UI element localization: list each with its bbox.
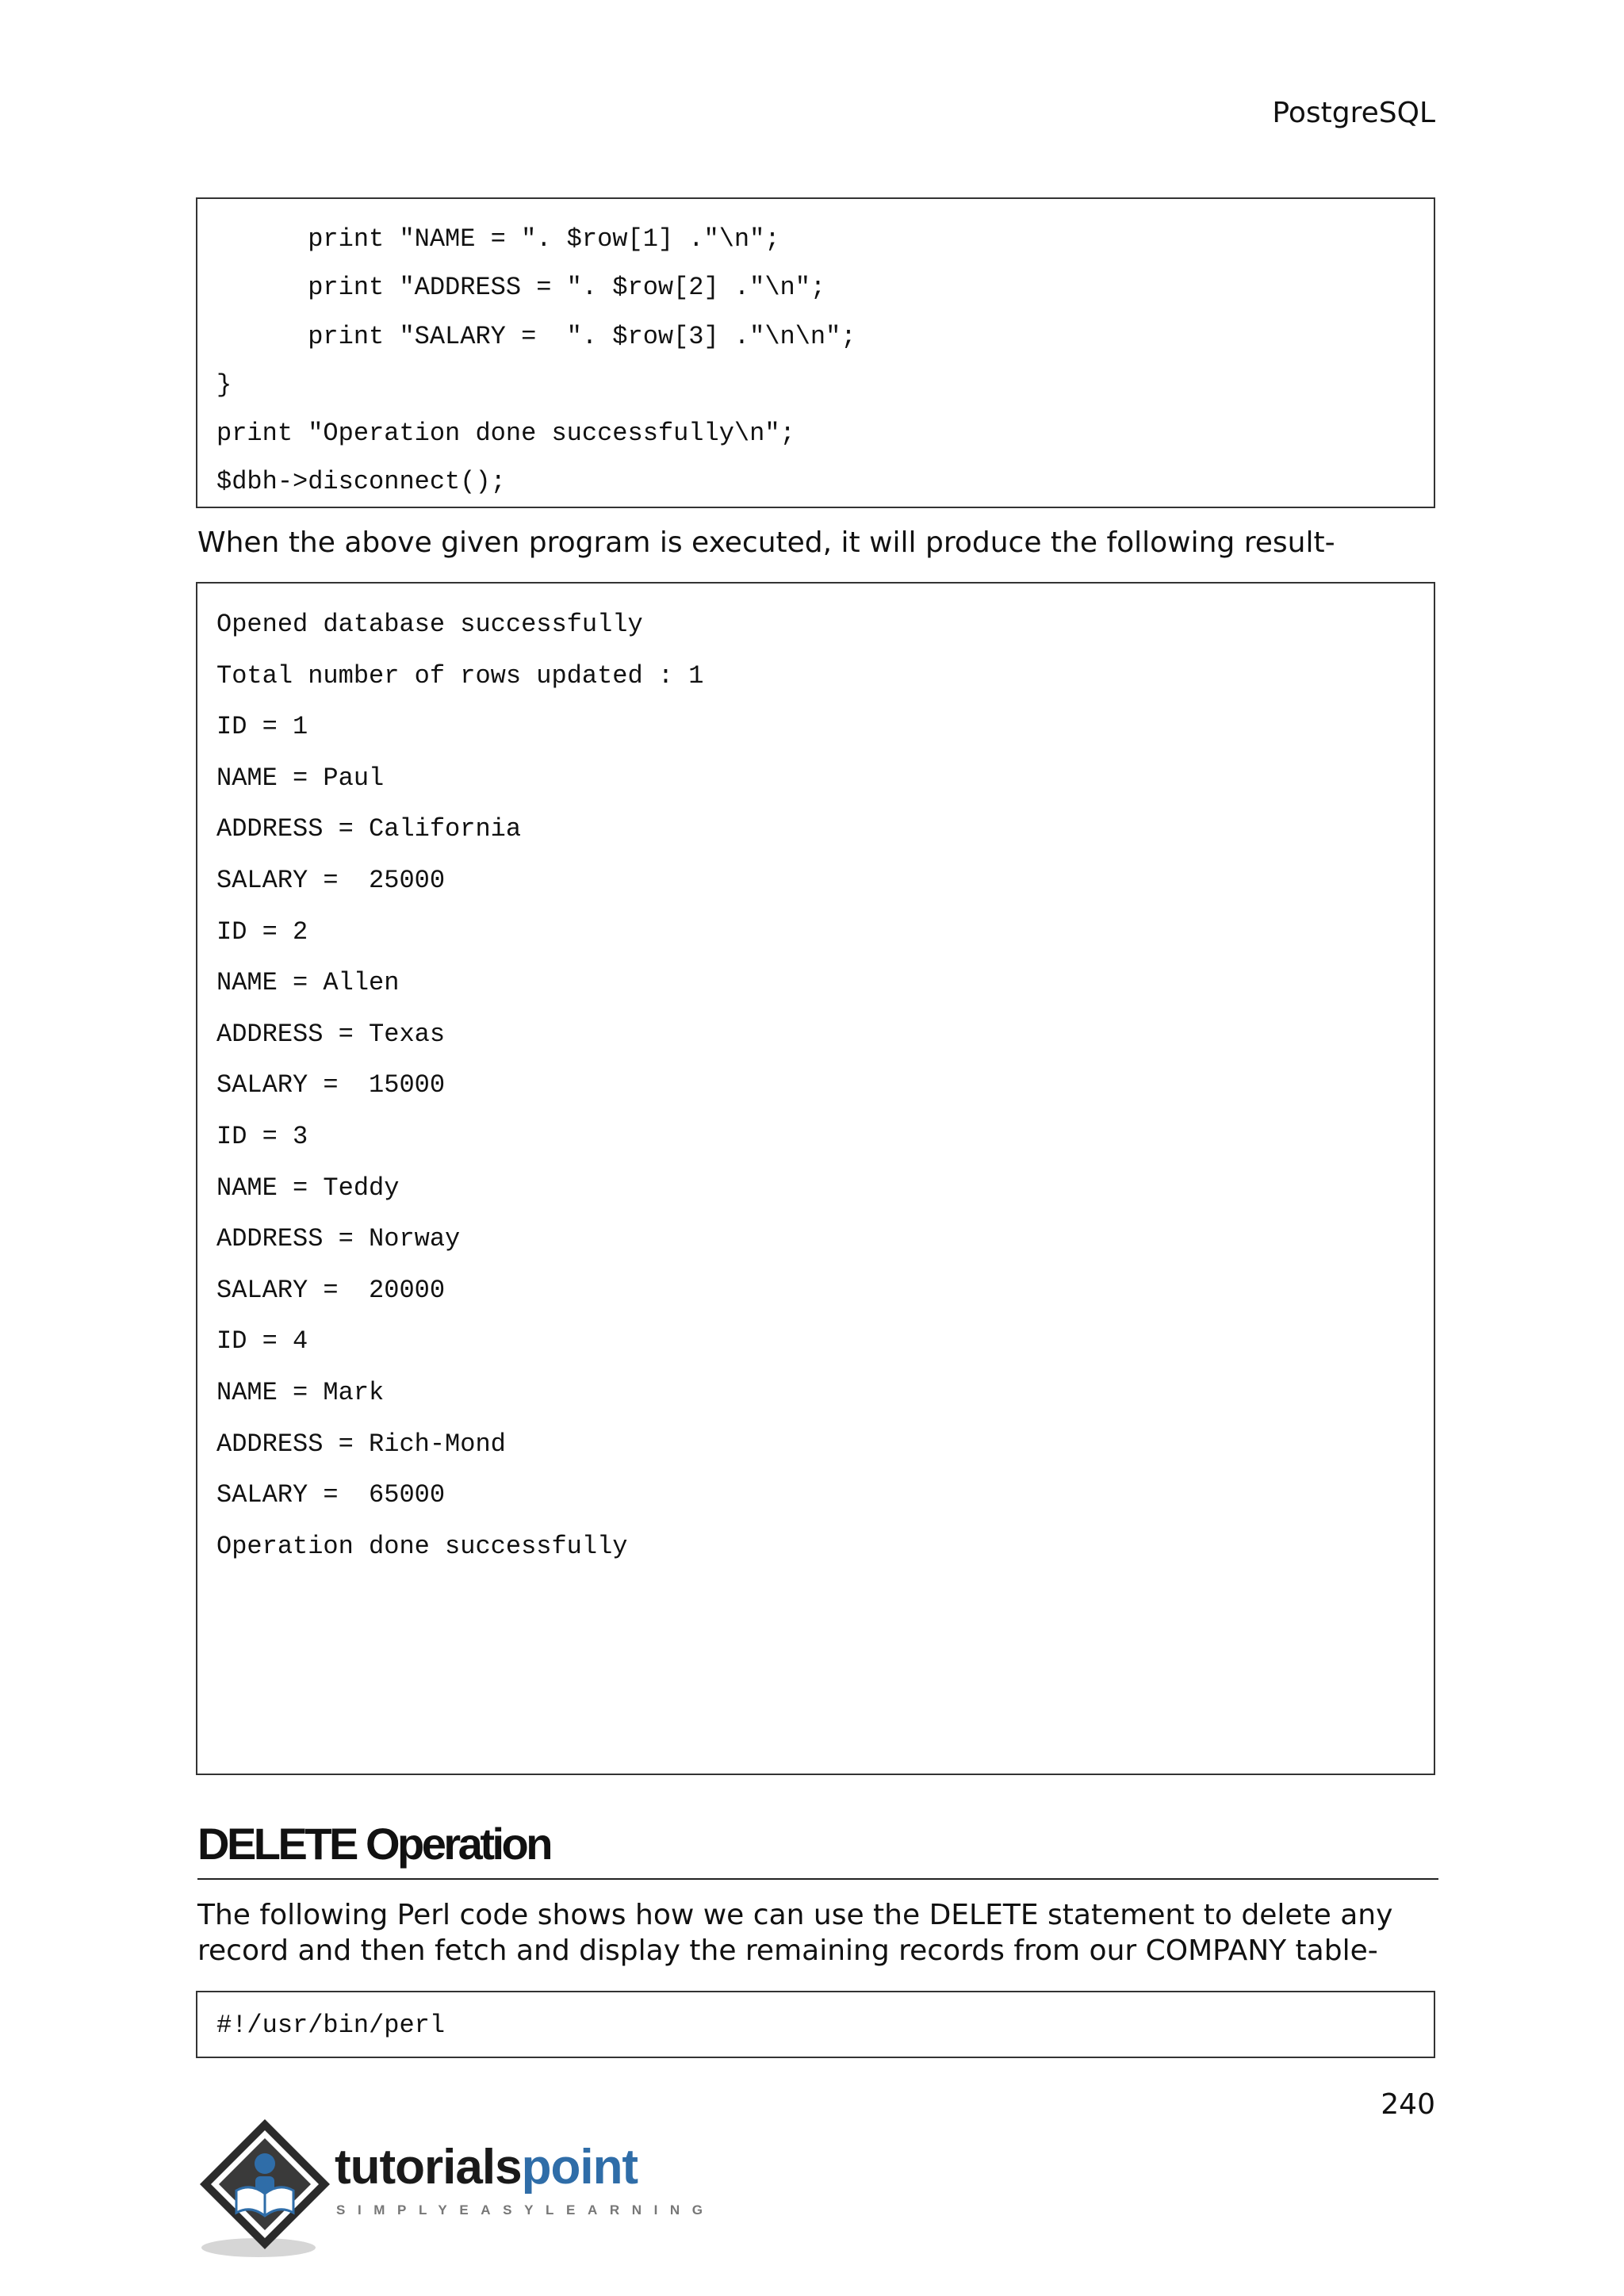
code-block-perl-continued: [196, 197, 1435, 508]
output-line: ID = 3: [216, 1121, 308, 1151]
output-line: ADDRESS = Texas: [216, 1019, 446, 1049]
code-block-perl-start: [196, 1991, 1435, 2058]
section-heading-rule: [197, 1878, 1438, 1880]
output-line: SALARY = 65000: [216, 1480, 446, 1510]
delete-intro-paragraph: The following Perl code shows how we can use the DELETE statement to delete any record and then fetch and display the remaining records from our COMPANY table-: [197, 1899, 1393, 1967]
output-line: SALARY = 15000: [216, 1070, 446, 1100]
code-line: $dbh->disconnect();: [216, 467, 506, 497]
logo-word-part-1: tutorials: [335, 2140, 522, 2195]
logo-diamond-icon: [195, 2114, 338, 2265]
output-line: NAME = Mark: [216, 1377, 385, 1407]
code-line: #!/usr/bin/perl: [216, 2011, 446, 2040]
program-output-block: [196, 582, 1435, 1775]
page-number: 240: [1381, 2088, 1435, 2121]
code-line: }: [216, 369, 232, 400]
output-line: ID = 4: [216, 1326, 308, 1357]
output-line: Operation done successfully: [216, 1531, 628, 1561]
tutorialspoint-logo: [195, 2114, 715, 2265]
section-heading: DELETE Operation: [197, 1819, 550, 1869]
logo-word-part-2: point: [521, 2140, 638, 2195]
page-header-title: PostgreSQL: [1272, 97, 1435, 129]
code-line: print "NAME = ". $row[1] ."\n";: [216, 224, 780, 254]
code-line: print "ADDRESS = ". $row[2] ."\n";: [216, 273, 826, 303]
logo-wordmark: [335, 2140, 638, 2195]
code-line: print "Operation done successfully\n";: [216, 419, 795, 449]
result-intro-paragraph: When the above given program is executed, it will produce the following result-: [197, 526, 1335, 559]
output-line: ADDRESS = Rich-Mond: [216, 1429, 506, 1459]
output-line: Opened database successfully: [216, 610, 643, 639]
code-line: print "SALARY = ". $row[3] ."\n\n";: [216, 321, 856, 351]
output-line: NAME = Teddy: [216, 1173, 400, 1203]
output-line: ID = 1: [216, 712, 308, 742]
output-line: SALARY = 25000: [216, 865, 446, 895]
output-line: Total number of rows updated : 1: [216, 660, 704, 691]
output-line: SALARY = 20000: [216, 1275, 446, 1305]
output-line: NAME = Allen: [216, 968, 400, 998]
output-line: NAME = Paul: [216, 763, 385, 793]
output-line: ADDRESS = California: [216, 814, 522, 844]
output-line: ADDRESS = Norway: [216, 1224, 461, 1254]
output-line: ID = 2: [216, 916, 308, 947]
logo-tagline: SIMPLYEASYLEARNING: [336, 2202, 715, 2218]
